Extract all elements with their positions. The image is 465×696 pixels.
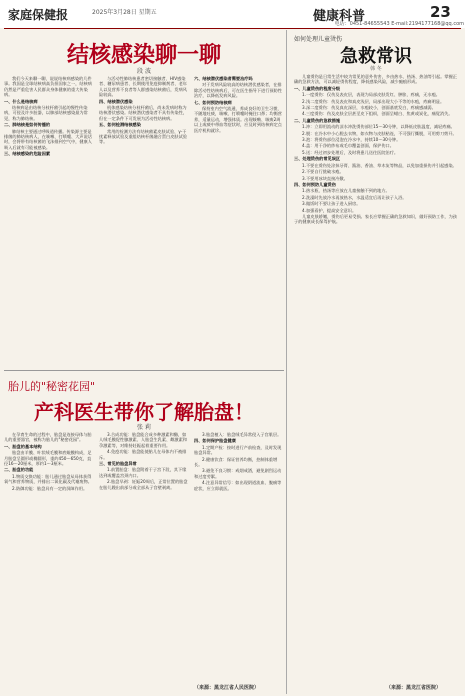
article1-byline: 段 波: [137, 68, 151, 75]
article2-column-1: [4, 432, 94, 682]
subheading: 四、结核潜伏感染: [99, 98, 133, 104]
paragraph: 3.深二度烫伤：伤及真皮深层，水疱较小，创面基底发白，疼痛感减弱。: [302, 105, 436, 111]
paragraph: 1.物质交换功能：胎儿通过胎盘从母体获得氧气和营养物质，并排出二氧化碳及代谢废物。: [4, 473, 92, 485]
article2-source: （来源：黑龙江省人民医院）: [194, 685, 260, 691]
paragraph: 与活动性肺结核患者密切接触者、HIV感染者、糖尿病患者、长期使用免疫抑制剂者、老年人以及营养不良者等人群感染结核菌后，发病风险较高。: [99, 76, 187, 98]
paragraph: 5.送：经过初步处理后，及时将患儿送往医院治疗。: [302, 149, 399, 155]
paragraph: 2.洗澡时先放冷水再放热水，水温适宜后再让孩子入浴。: [302, 194, 407, 200]
paragraph: 对于发病风险较高的结核潜伏感染者，在排除活动性结核病后，可在医生指导下进行预防性治疗，以降低发病风险。: [194, 82, 282, 99]
article2-column-3: [194, 432, 284, 682]
article1-column-3: [194, 76, 284, 366]
paragraph: 1.冲：立即用流动的凉水冲洗烫伤部位15～30分钟，以降低皮肤温度，减轻疼痛。: [302, 124, 455, 130]
column-divider: [286, 30, 287, 694]
article2-byline: 张 莉: [137, 424, 151, 431]
article3-column: [294, 74, 460, 678]
paragraph: 1.一度烫伤：仅伤及表皮层，表现为局部皮肤发红、肿胀、疼痛，无水疱。: [302, 92, 440, 98]
paragraph: 机体感染结核分枝杆菌后，尚未发病时称为结核潜伏感染。结核潜伏感染者不具有传染性，但在一定条件下可发展为活动性结核病。: [99, 105, 187, 121]
header-rule: [4, 28, 461, 29]
subheading: 二、儿童烫伤的急救措施: [294, 117, 341, 123]
paragraph: 我们今天来聊一聊，说说结核病感染的几件事。我国是全球结核病高负担国家之一，结核病仍然是严重危害人民群众身体健康的重大传染病。: [4, 76, 92, 98]
subheading: 四、如何预防儿童烫伤: [294, 181, 336, 187]
article3-byline: 韩 冬: [370, 66, 382, 72]
article2-column-2: [99, 432, 189, 682]
article-divider: [4, 370, 284, 371]
paragraph: 4.免疫功能：胎盘能使胎儿在母体内不被排斥。: [99, 449, 187, 460]
paragraph: 肺结核主要通过呼吸道传播。传染源主要是排菌的肺结核病人，在咳嗽、打喷嚏、大声说话时，会将带有结核菌的飞沫排到空气中，健康人吸入后就有可能被感染。: [4, 128, 92, 150]
article3-kicker: 如何处理儿童烫伤: [294, 36, 343, 43]
paragraph: 常用的检测方法有结核菌素皮肤试验、γ-干扰素释放试验及重组结核杆菌融合蛋白皮肤试验等。: [99, 128, 187, 145]
newspaper-title: 家庭保健报: [8, 8, 69, 22]
page-header: [0, 0, 465, 28]
paragraph: 3.泡：将烫伤部位浸泡在冷水中，持续10～30分钟。: [302, 137, 401, 143]
paragraph: 4.盖：用干净的纱布或毛巾覆盖创面，保护伤口。: [302, 143, 394, 149]
paragraph: 4.三度烫伤：伤及皮肤全层甚至皮下组织，创面呈蜡白、焦黄或炭化，痛觉消失。: [302, 111, 453, 117]
paragraph: 3.合成功能：胎盘能合成多种激素和酶，如人绒毛膜促性腺激素、人胎盘生乳素、雌激素和孕激素等，对维持妊娠起着重要作用。: [99, 432, 187, 448]
subheading: 七、如何预防结核病: [194, 99, 232, 105]
paragraph: 2.健康饮食：保证营养均衡，控制体重增长。: [194, 456, 278, 468]
paragraph: 2.脱：在冷水中小心脱去衣物，如衣物与皮肤粘连，不可强行撕脱，可用剪刀剪开。: [302, 130, 457, 136]
paragraph: 儿童皮肤娇嫩，烫伤后更易受损。家长应掌握正确的急救知识，做好预防工作，为孩子的健康成长保驾护航。: [294, 213, 457, 225]
paragraph: 2.防御功能：胎盘具有一定的屏障作用。: [12, 485, 88, 491]
article2-kicker: 胎儿的"秘密花园": [8, 380, 96, 393]
paragraph: 1.热水瓶、热汤等应放在儿童接触不到的地方。: [302, 188, 390, 194]
subheading: 一、儿童烫伤的程度分级: [294, 85, 341, 91]
subheading: 六、结核潜伏感染者需要治疗吗: [194, 76, 253, 81]
paragraph: 1.不要在烫伤处涂抹牙膏、酱油、香油、草木灰等物品，以免加重损伤并引起感染。: [302, 162, 457, 168]
paragraph: 3.做饭时不要让孩子进入厨房。: [302, 201, 361, 207]
contact-line: 电话：0451-84655543 E-mail:2194177168@qq.com: [334, 21, 464, 27]
paragraph: 保持室内空气流通，养成良好的卫生习惯，不随地吐痰，咳嗽、打喷嚏时掩住口鼻；均衡营养，适量运动，增强体质。出现咳嗽、咳痰2周以上或痰中带血等症状时，应及时到结核病定点医疗机构就诊。: [194, 106, 282, 133]
paragraph: 2.不要自行挑破水疱。: [302, 169, 344, 175]
paragraph: 2.胎盘早剥：妊娠20周后，正常位置的胎盘在胎儿娩出前部分或全部从子宫壁剥离。: [99, 479, 188, 490]
paragraph: 3.不要用冰块直接冷敷。: [302, 175, 348, 181]
subheading: 一、胎盘的基本结构: [4, 443, 42, 449]
paragraph: 2.浅二度烫伤：伤及表皮和真皮浅层，局部出现大小不等的水疱，疼痛明显。: [302, 98, 445, 104]
paragraph: 胎盘由羊膜、叶状绒毛膜和底蜕膜构成，足月胎盘呈圆形或椭圆形，重约450～650克，直径16～20厘米，厚约1～3厘米。: [4, 450, 92, 467]
subheading: 二、胎盘的功能: [4, 467, 34, 473]
paragraph: 3.避免不良习惯：戒烟戒酒，避免剧烈运动和过度劳累。: [194, 468, 282, 479]
article1-headline: 结核感染聊一聊: [66, 42, 221, 68]
article1-column-2: [99, 76, 189, 366]
article1-column-1: [4, 76, 94, 366]
subheading: 四、如何保护胎盘健康: [194, 438, 236, 444]
subheading: 五、如何检测结核感染: [99, 122, 141, 128]
article2-headline: 产科医生带你了解胎盘！: [34, 400, 254, 424]
paragraph: 3.胎盘植入：胎盘绒毛异常侵入子宫肌层。: [202, 432, 282, 437]
subheading: 三、处理烫伤的常见误区: [294, 156, 341, 162]
right-section: [290, 30, 462, 694]
article3-headline: 急救常识: [340, 46, 412, 67]
paragraph: 结核病是由结核分枝杆菌引起的慢性传染病，可侵及许多脏器，以肺部结核感染最为常见，称为肺结核。: [4, 105, 88, 121]
subheading: 二、肺结核是如何传播的: [4, 122, 51, 128]
page-number: 23: [430, 3, 451, 21]
paragraph: 在孕育生命的过程中，胎盘是连接母体与胎儿的重要器官，被称为胎儿的"秘密花园"。: [4, 432, 92, 443]
subheading: 一、什么是结核病: [4, 98, 38, 104]
left-section: [4, 30, 284, 694]
subheading: 三、结核感染的危险因素: [4, 151, 51, 157]
paragraph: 4.注意异常信号：如出现阴道流血、腹痛等症状，应立即就医。: [194, 480, 282, 491]
subheading: 三、常见的胎盘异常: [99, 461, 137, 467]
section-title: 健康科普: [313, 9, 366, 24]
article3-source: （来源：黑龙江省医院）: [386, 685, 442, 691]
issue-date: 2025年3月28日 星期五: [92, 9, 157, 16]
paragraph: 1.前置胎盘：胎盘附着于子宫下段，其下缘达到或覆盖宫颈内口。: [99, 467, 187, 478]
paragraph: 1.定期产检：按时进行产前检查，及时发现胎盘异常。: [194, 444, 282, 456]
paragraph: 4.加强看护，提高安全意识。: [302, 207, 357, 213]
paragraph: 儿童烫伤是日常生活中较为常见的意外伤害，多由热水、热汤、热油等引起。掌握正确的急救方法，可以减轻烫伤程度，降低感染风险，减少瘢痕形成。: [294, 74, 457, 85]
